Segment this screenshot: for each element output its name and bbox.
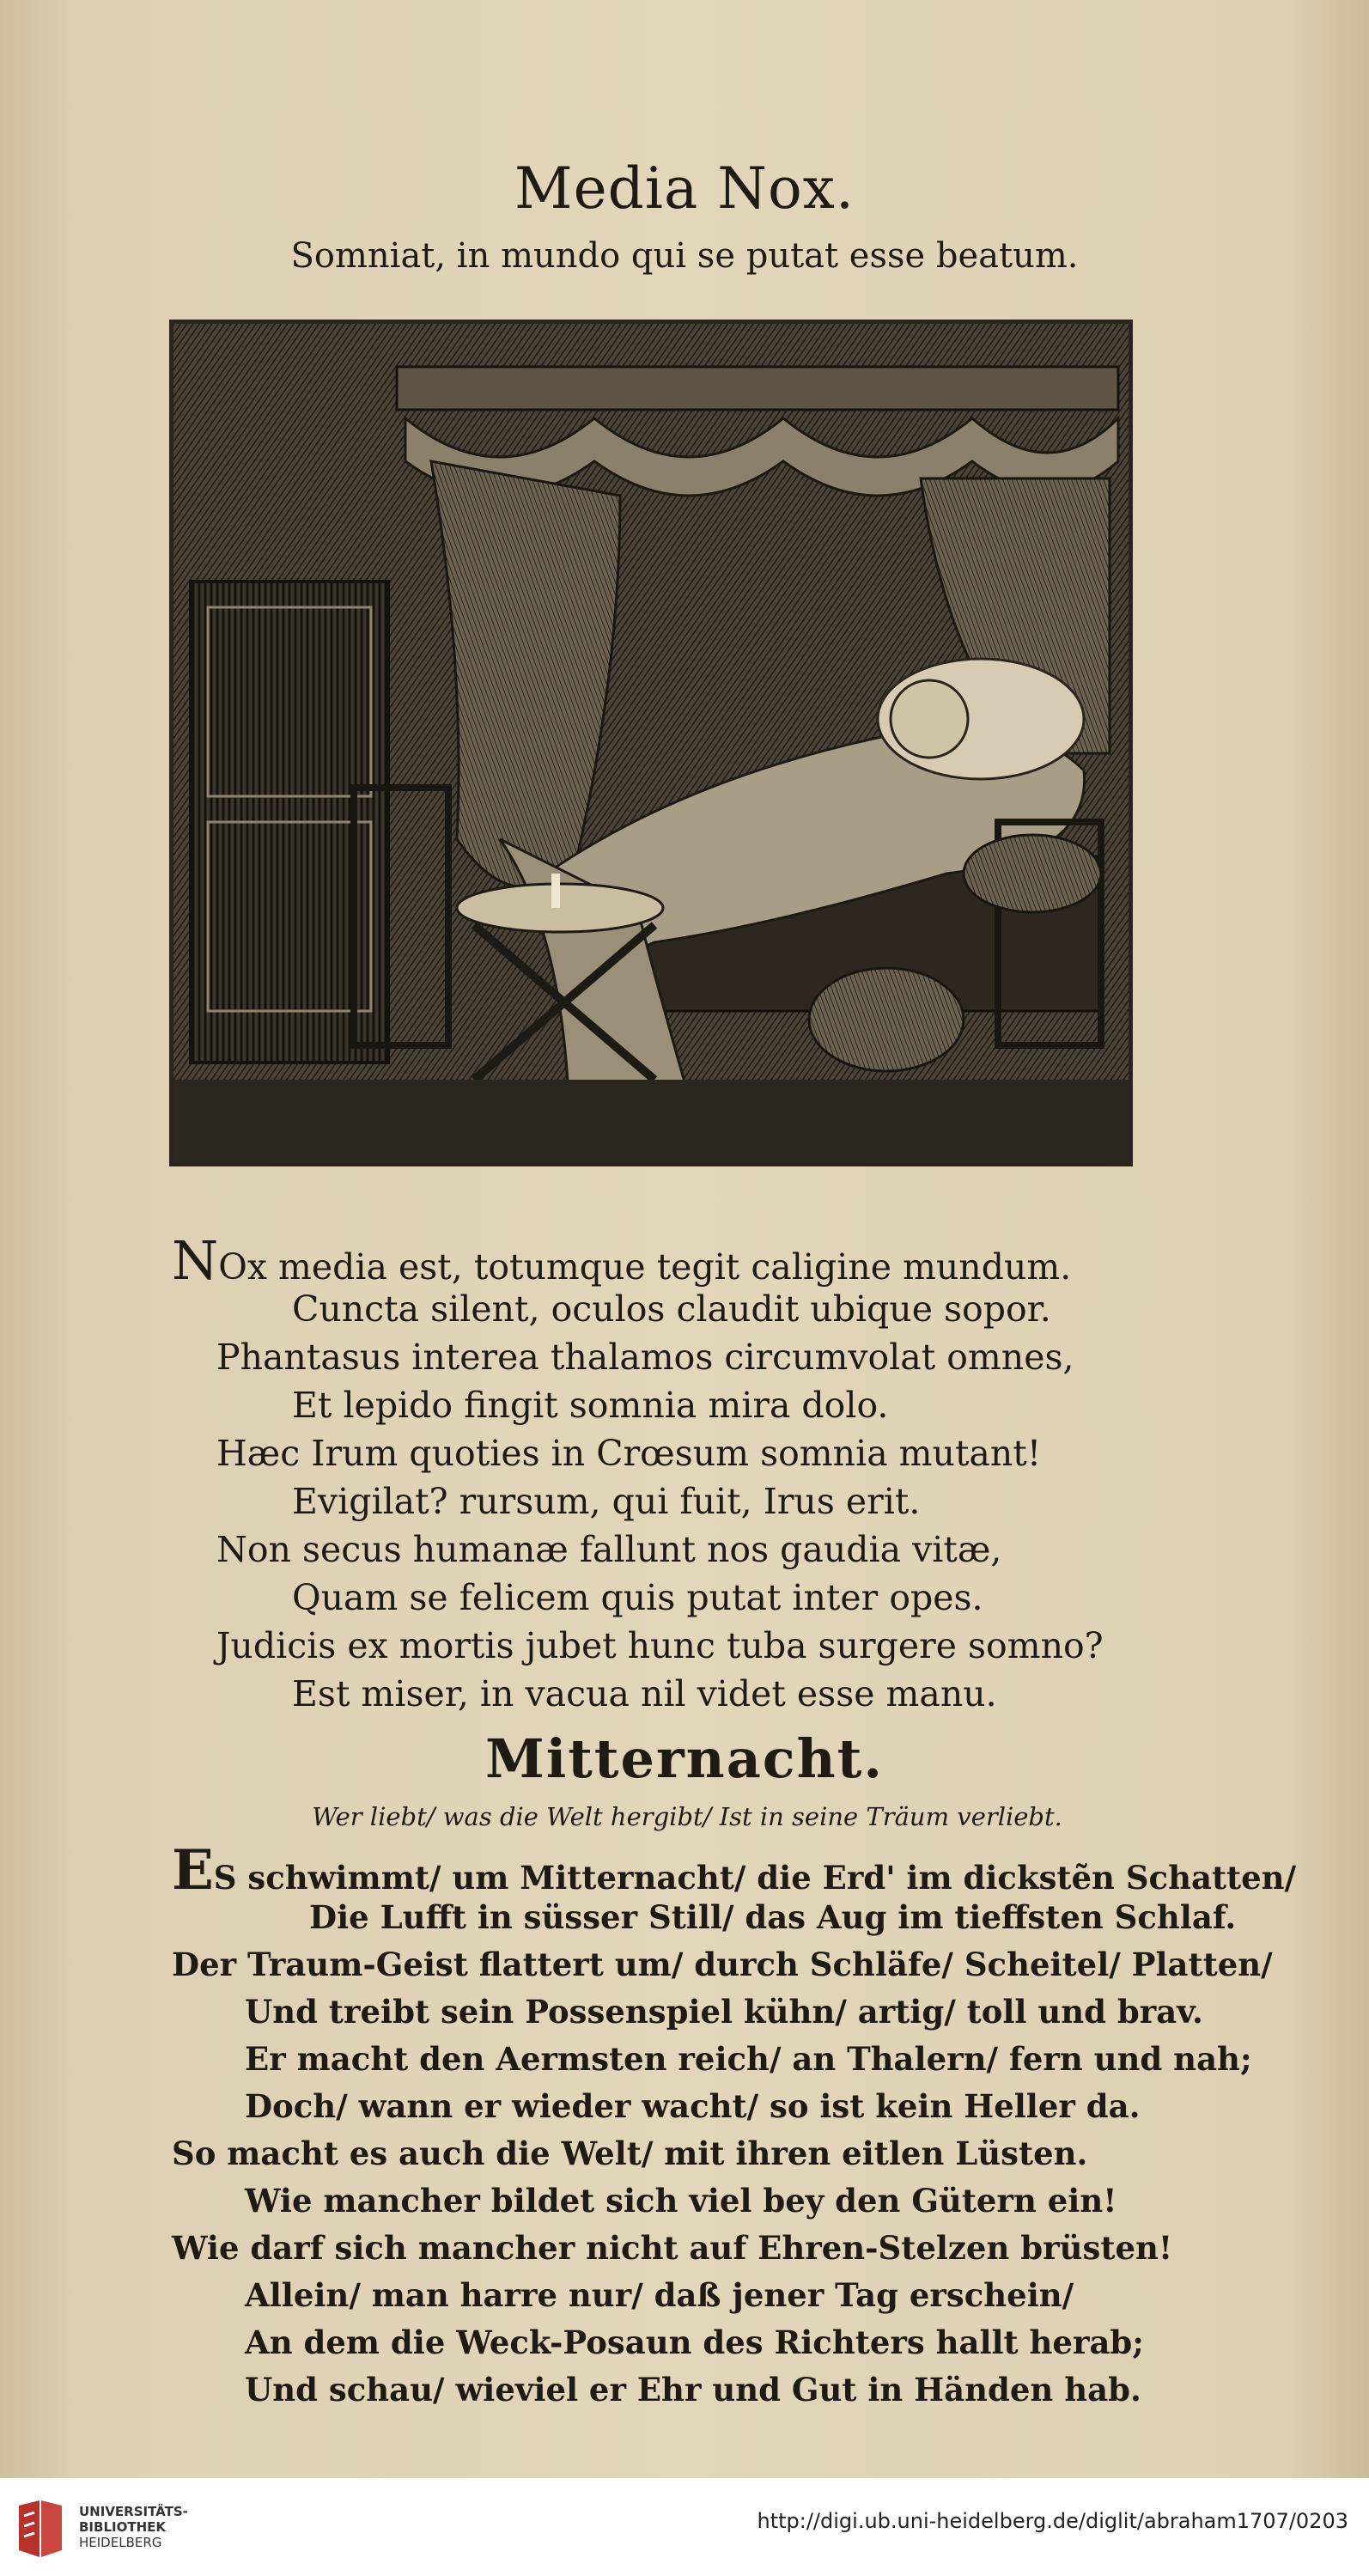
german-line: Allein/ man harre nur/ daß jener Tag erschein/ [245,2276,1074,2314]
page-motto: Somniat, in mundo qui se putat esse beatum. [290,236,1079,276]
latin-line: Est miser, in vacua nil videt esse manu. [292,1673,997,1714]
german-line: ES schwimmt/ um Mitternacht/ die Erd' im dickstẽn Schatten/ [172,1838,1297,1903]
german-line: Und schau/ wieviel er Ehr und Gut in Händen hab. [245,2371,1141,2409]
latin-line: Et lepido fingit somnia mira dolo. [292,1385,889,1426]
university-library-logo-icon[interactable] [14,2499,67,2559]
latin-line: Judicis ex mortis jubet hunc tuba surgere somno? [216,1625,1104,1666]
latin-line: Cuncta silent, oculos claudit ubique sopor. [292,1288,1051,1330]
library-name: UNIVERSITÄTS- BIBLIOTHEK HEIDELBERG [79,2504,188,2550]
german-line: Und treibt sein Possenspiel kühn/ artig/ toll und brav. [245,1993,1203,2031]
footer-bar [0,2478,1369,2576]
german-line: Wie mancher bildet sich viel bey den Gütern ein! [245,2182,1117,2220]
german-title: Mitternacht. [485,1727,884,1790]
engraving-illustration [169,320,1133,1166]
drop-cap: E [172,1838,214,1903]
latin-line: Hæc Irum quoties in Crœsum somnia mutant! [216,1433,1042,1474]
german-motto: Wer liebt/ was die Welt hergibt/ Ist in seine Träum verliebt. [312,1802,1062,1831]
page-title: Media Nox. [514,155,855,222]
latin-line: Phantasus interea thalamos circumvolat omnes, [216,1337,1074,1378]
latin-line: Non secus humanæ fallunt nos gaudia vitæ, [216,1529,1002,1570]
latin-line: Evigilat? rursum, qui fuit, Irus erit. [292,1481,921,1522]
permalink-url[interactable]: http://digi.ub.uni-heidelberg.de/diglit/abraham1707/0203 [757,2509,1348,2533]
german-line: Der Traum-Geist flattert um/ durch Schläfe/ Scheitel/ Platten/ [172,1946,1273,1983]
german-poem [172,1838,1297,2414]
german-line: So macht es auch die Welt/ mit ihren eitlen Lüsten. [172,2134,1088,2172]
german-line: Er macht den Aermsten reich/ an Thalern/ fern und nah; [245,2040,1252,2078]
german-line: Die Lufft in süsser Still/ das Aug im tieffsten Schlaf. [309,1898,1237,1936]
german-line: An dem die Weck-Posaun des Richters hallt herab; [245,2323,1144,2361]
sleeping-man-engraving-icon [173,324,1129,1162]
german-line: Wie darf sich mancher nicht auf Ehren-Stelzen brüsten! [172,2229,1173,2267]
drop-cap: N [172,1229,219,1292]
latin-line: Quam se felicem quis putat inter opes. [292,1577,983,1618]
german-line: Doch/ wann er wieder wacht/ so ist kein Heller da. [245,2087,1141,2125]
latin-poem [172,1229,1159,1718]
latin-line: NOx media est, totumque tegit caligine mundum. [172,1229,1072,1292]
